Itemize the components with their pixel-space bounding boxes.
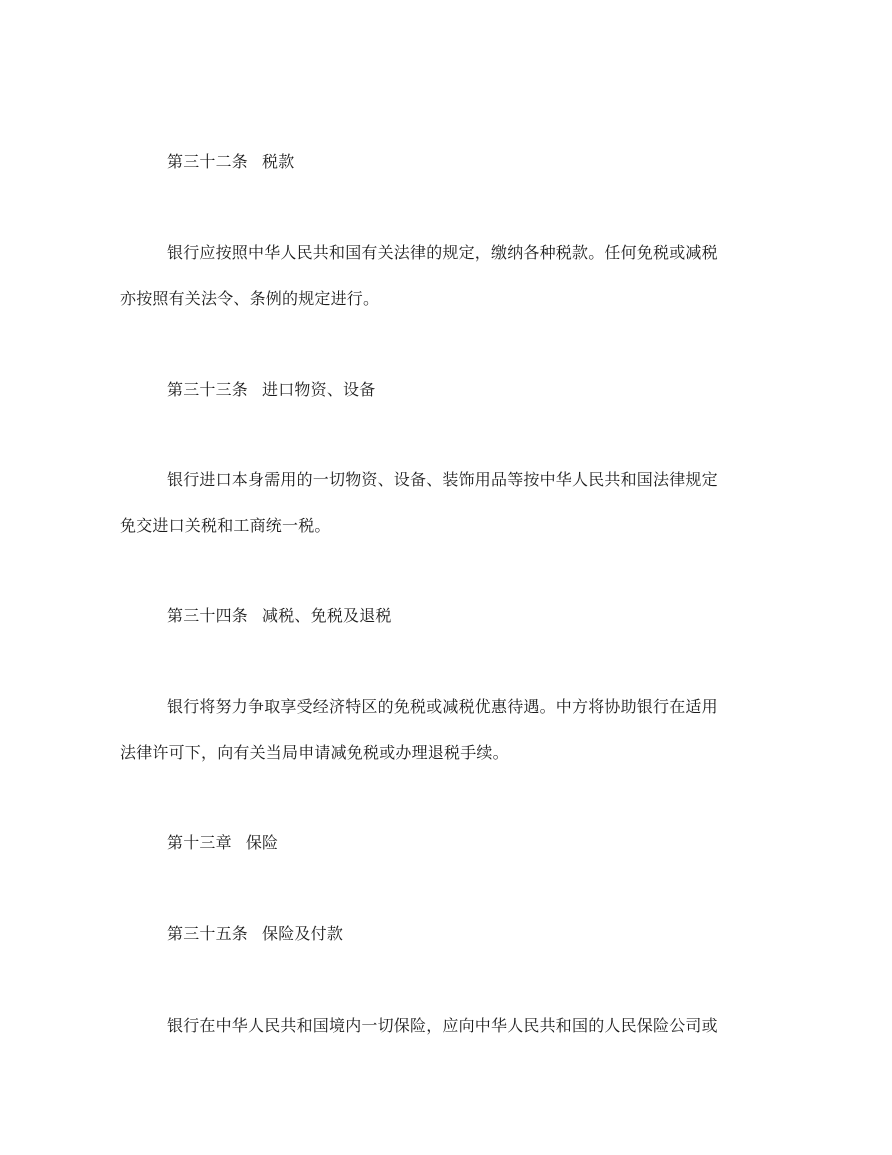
article-34-paragraph-line-1: 银行将努力争取享受经济特区的免税或减税优惠待遇。中方将协助银行在适用 — [167, 697, 718, 716]
article-33-title: 进口物资、设备 — [262, 380, 376, 399]
article-32-heading — [167, 151, 294, 173]
chapter-13-heading — [167, 832, 278, 854]
article-33-paragraph-line-2: 免交进口关税和工商统一税。 — [120, 516, 331, 535]
article-35-heading — [167, 923, 343, 945]
article-33-heading — [167, 379, 375, 401]
article-34-heading — [167, 605, 392, 627]
article-34-title: 减税、免税及退税 — [262, 606, 392, 625]
chapter-13-title: 保险 — [245, 833, 279, 852]
article-34-number: 第三十四条 — [167, 606, 249, 625]
article-32-title: 税款 — [262, 152, 295, 171]
article-35-title: 保险及付款 — [262, 924, 344, 943]
article-32-number: 第三十二条 — [167, 152, 249, 171]
chapter-13-number: 第十三章 — [167, 833, 232, 852]
article-33-paragraph-line-1: 银行进口本身需用的一切物资、设备、装饰用品等按中华人民共和国法律规定 — [167, 470, 718, 489]
article-35-paragraph-line-1: 银行在中华人民共和国境内一切保险，应向中华人民共和国的人民保险公司或 — [167, 1016, 718, 1035]
article-32-paragraph-line-2: 亦按照有关法令、条例的规定进行。 — [120, 289, 380, 308]
article-32-paragraph-line-1: 银行应按照中华人民共和国有关法律的规定，缴纳各种税款。任何免税或减税 — [167, 243, 718, 262]
article-34-paragraph-line-2: 法律许可下，向有关当局申请减免税或办理退税手续。 — [120, 743, 509, 762]
article-33-number: 第三十三条 — [167, 380, 249, 399]
article-35-number: 第三十五条 — [167, 924, 249, 943]
